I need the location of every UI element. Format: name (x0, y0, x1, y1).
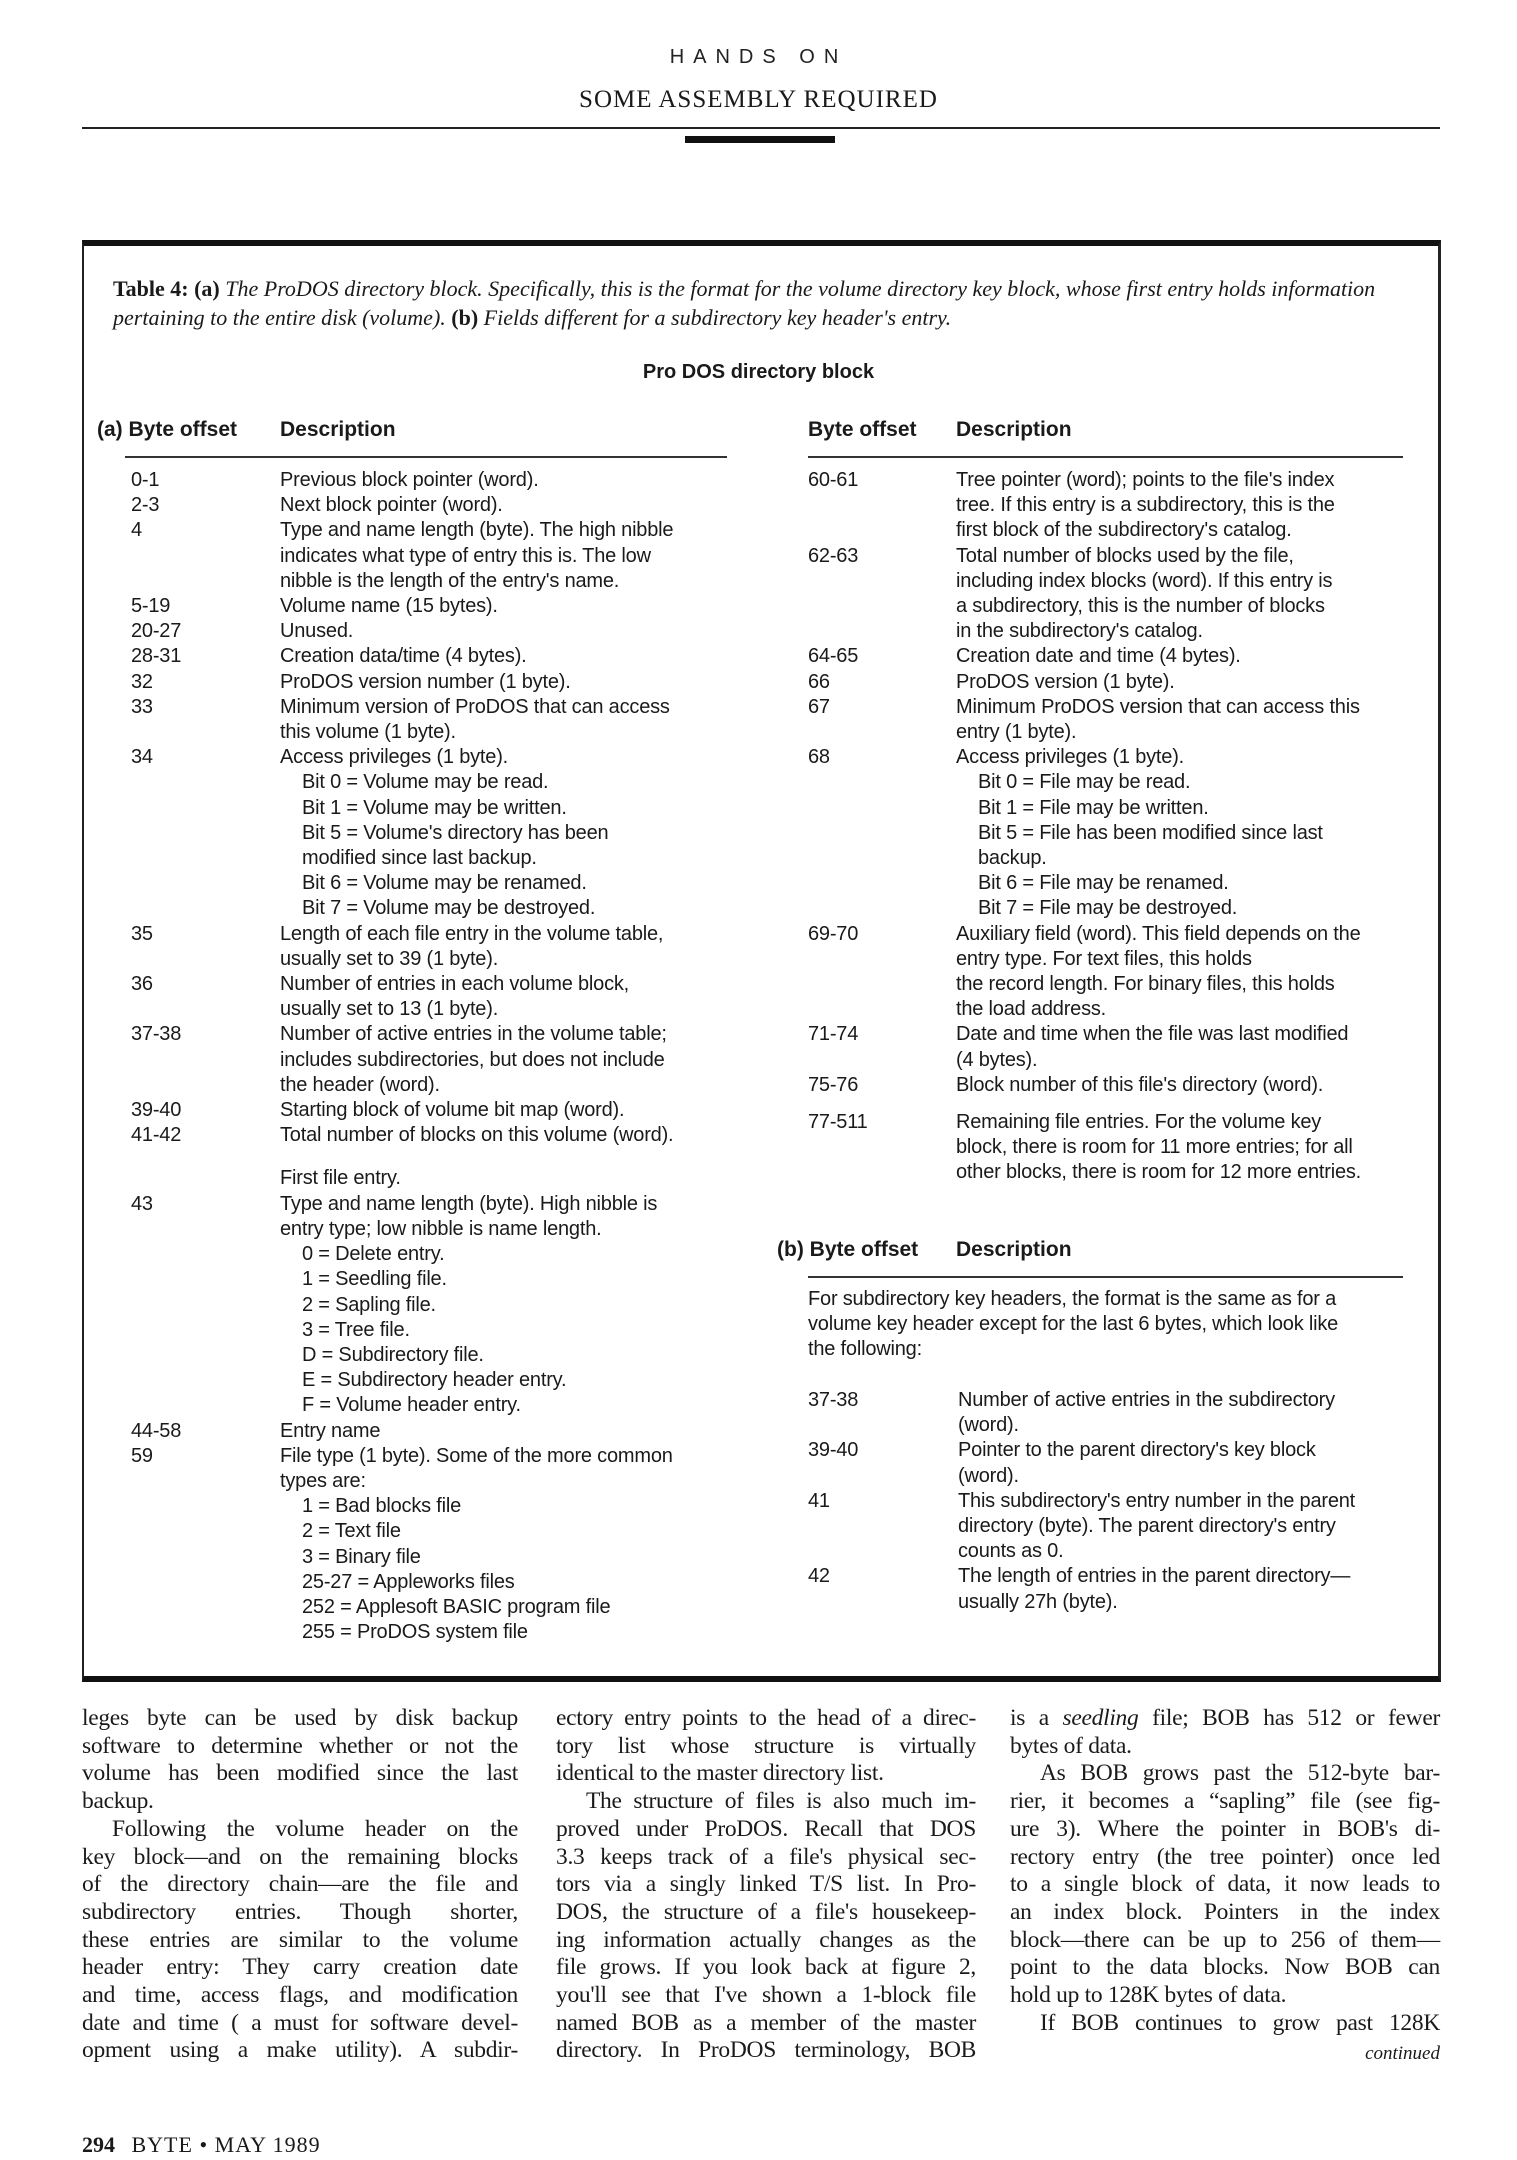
byte-offset: 2-3 (131, 494, 160, 517)
body-line: file grows. If you look back at figure 2, (556, 1954, 976, 1981)
caption-b-label: (b) (451, 305, 484, 330)
body-line: Following the volume header on the (112, 1815, 518, 1842)
description-line: Pointer to the parent directory's key block (958, 1439, 1316, 1462)
body-line: block—there can be up to 256 of them— (1010, 1926, 1440, 1953)
table-row (131, 518, 731, 594)
body-line: rier, it becomes a “sapling” file (see fig- (1010, 1788, 1440, 1815)
byte-offset: 44-58 (131, 1419, 182, 1442)
sub-item: Bit 0 = Volume may be read. (302, 771, 549, 794)
description-line: includes subdirectories, but does not include (280, 1048, 665, 1071)
sub-item: 1 = Seedling file. (302, 1268, 447, 1291)
table-row (131, 1444, 731, 1646)
description-line: entry (1 byte). (956, 721, 1077, 744)
description-line: Minimum version of ProDOS that can access (280, 695, 670, 718)
sub-item: 255 = ProDOS system file (302, 1621, 528, 1644)
body-line: subdirectory entries. Though shorter, (82, 1898, 518, 1925)
byte-offset: 68 (808, 746, 830, 769)
description-line: counts as 0. (958, 1540, 1064, 1563)
sub-item: Bit 7 = File may be destroyed. (978, 897, 1238, 920)
table-row (808, 468, 1428, 544)
table-row (808, 1073, 1428, 1098)
body-line: header entry: They carry creation date (82, 1954, 518, 1981)
sub-item: Bit 6 = Volume may be renamed. (302, 872, 587, 895)
body-line: proved under ProDOS. Recall that DOS (556, 1815, 976, 1842)
description-line: Block number of this file's directory (word). (956, 1073, 1324, 1096)
table-subtitle: Pro DOS directory block (642, 361, 875, 383)
byte-offset: 5-19 (131, 595, 171, 618)
page-footer (82, 2132, 321, 2158)
byte-offset: 32 (131, 670, 153, 693)
description-line: Number of entries in each volume block, (280, 973, 630, 996)
left-table-rows (131, 468, 731, 1645)
byte-offset: 36 (131, 973, 153, 996)
description-line: the record length. For binary files, this holds (956, 973, 1335, 996)
caption-a: The ProDOS directory block. Specifically, this is the format for the volume directory key block, whose first entry holds information pertaining to the entire disk (volume). (113, 276, 1376, 330)
right-offset-header: Byte offset (808, 418, 917, 441)
description-line: Starting block of volume bit map (word). (280, 1099, 625, 1122)
body-line: bytes of data. (1010, 1732, 1132, 1759)
right-header-rule (808, 456, 1403, 458)
sub-item: F = Volume header entry. (302, 1394, 521, 1417)
body-line: named BOB as a member of the master (556, 2009, 976, 2036)
description-line: Access privileges (1 byte). (280, 746, 509, 769)
description-line: Volume name (15 bytes). (280, 595, 498, 618)
table-row (808, 1438, 1428, 1488)
table-row (808, 695, 1428, 745)
description-line: This subdirectory's entry number in the parent (958, 1489, 1356, 1512)
description-line: Creation data/time (4 bytes). (280, 645, 527, 668)
byte-offset: 42 (808, 1565, 830, 1588)
body-line: identical to the master directory list. (556, 1760, 884, 1787)
body-line: volume has been modified since the last (82, 1760, 518, 1787)
body-line: date and time ( a must for software devel- (82, 2009, 518, 2036)
table-row (131, 493, 731, 518)
body-line: hold up to 128K bytes of data. (1010, 1982, 1287, 2009)
body-line: As BOB grows past the 512-byte bar- (1040, 1760, 1440, 1787)
description-line: Total number of blocks on this volume (word). (280, 1124, 674, 1147)
sub-item: Bit 7 = Volume may be destroyed. (302, 897, 596, 920)
body-line: opment using a make utility). A subdir- (82, 2037, 518, 2064)
table-row (131, 972, 731, 1022)
byte-offset: 75-76 (808, 1073, 859, 1096)
intro-line: the following: (808, 1338, 922, 1361)
table-row (131, 619, 731, 644)
body-line: If BOB continues to grow past 128K (1040, 2009, 1440, 2036)
body-line: software to determine whether or not the (82, 1732, 518, 1759)
table-row (131, 1166, 731, 1191)
header-rule (82, 127, 1440, 129)
description-line: Creation date and time (4 bytes). (956, 645, 1241, 668)
description-line: entry type; low nibble is name length. (280, 1217, 602, 1240)
body-line: of the directory chain—are the file and (82, 1871, 518, 1898)
b-desc-header: Description (956, 1238, 1072, 1261)
table-row (808, 1022, 1428, 1072)
body-line: these entries are similar to the volume (82, 1926, 518, 1953)
body-line: rectory entry (the tree pointer) once led (1010, 1843, 1440, 1870)
table-row (808, 922, 1428, 1023)
body-line: point to the data blocks. Now BOB can (1010, 1954, 1440, 1981)
sub-item: Bit 6 = File may be renamed. (978, 872, 1229, 895)
table-row (808, 745, 1428, 921)
sub-item: modified since last backup. (302, 847, 537, 870)
table-row (131, 922, 731, 972)
description-line: directory (byte). The parent directory's entry (958, 1515, 1336, 1538)
body-line: key block—and on the remaining blocks (82, 1843, 518, 1870)
left-header-rule (125, 456, 727, 458)
byte-offset: 34 (131, 746, 153, 769)
left-desc-header: Description (280, 418, 396, 441)
body-line: you'll see that I've shown a 1-block file (556, 1982, 976, 2009)
b-table-rows (808, 1388, 1428, 1615)
byte-offset: 60-61 (808, 469, 859, 491)
byte-offset: 37-38 (131, 1023, 182, 1046)
description-line: Access privileges (1 byte). (956, 746, 1185, 769)
table-row (808, 1564, 1428, 1614)
table-row (808, 544, 1428, 645)
body-line: is a seedling file; BOB has 512 or fewer (1010, 1705, 1440, 1731)
byte-offset: 77-511 (808, 1111, 868, 1134)
byte-offset: 62-63 (808, 544, 859, 567)
sub-item: E = Subdirectory header entry. (302, 1369, 567, 1392)
byte-offset: 28-31 (131, 645, 182, 668)
description-line: Unused. (280, 620, 354, 643)
description-line: usually set to 39 (1 byte). (280, 947, 499, 970)
table-row (131, 644, 731, 669)
byte-offset: 39-40 (131, 1099, 182, 1122)
sub-item: Bit 5 = Volume's directory has been (302, 821, 609, 844)
intro-line: For subdirectory key headers, the format is the same as for a (808, 1288, 1337, 1310)
description-line: Total number of blocks used by the file, (956, 544, 1294, 567)
continued-label: continued (1365, 2043, 1440, 2064)
byte-offset: 39-40 (808, 1439, 859, 1462)
body-line: directory. In ProDOS terminology, BOB (556, 2037, 976, 2064)
body-line: ure 3). Where the pointer in BOB's di- (1010, 1815, 1440, 1842)
description-line: indicates what type of entry this is. The low (280, 544, 651, 567)
byte-offset: 64-65 (808, 645, 859, 668)
description-line: Tree pointer (word); points to the file's index (956, 469, 1335, 491)
table-row (131, 1419, 731, 1444)
body-line: leges byte can be used by disk backup (82, 1705, 518, 1731)
table-row (131, 1022, 731, 1098)
sub-item: 252 = Applesoft BASIC program file (302, 1595, 611, 1618)
table-row (131, 594, 731, 619)
body-column-1 (82, 1705, 518, 2065)
byte-offset: 41-42 (131, 1124, 182, 1147)
description-line: Entry name (280, 1419, 381, 1442)
description-line: block, there is room for 11 more entries; for all (956, 1136, 1353, 1159)
description-line: first block of the subdirectory's catalog. (956, 519, 1292, 542)
description-line: the header (word). (280, 1073, 440, 1096)
description-line: a subdirectory, this is the number of blocks (956, 595, 1325, 618)
body-line: backup. (82, 1788, 154, 1815)
body-column-2 (556, 1705, 976, 2065)
description-line: entry type. For text files, this holds (956, 947, 1252, 970)
table-row (131, 745, 731, 921)
byte-offset: 0-1 (131, 469, 160, 491)
body-line: ectory entry points to the head of a direc- (556, 1705, 976, 1731)
byte-offset: 66 (808, 670, 830, 693)
byte-offset: 69-70 (808, 922, 859, 945)
description-line: tree. If this entry is a subdirectory, this is the (956, 494, 1335, 517)
description-line: (word). (958, 1464, 1019, 1487)
table-row (131, 670, 731, 695)
table-row (131, 695, 731, 745)
header-accent-bar (685, 136, 835, 143)
body-line: tors via a singly linked T/S list. In Pro- (556, 1871, 976, 1898)
byte-offset: 59 (131, 1444, 153, 1467)
byte-offset: 67 (808, 695, 830, 718)
description-line: Length of each file entry in the volume table, (280, 922, 664, 945)
table-row (808, 1388, 1428, 1438)
description-line: Minimum ProDOS version that can access this (956, 695, 1360, 718)
description-line: types are: (280, 1469, 366, 1492)
description-line: Remaining file entries. For the volume key (956, 1111, 1322, 1134)
sub-item: D = Subdirectory file. (302, 1343, 484, 1366)
table-row (131, 1098, 731, 1123)
description-line: Previous block pointer (word). (280, 469, 539, 491)
caption-label: Table 4: (a) (113, 276, 226, 301)
description-line: usually set to 13 (1 byte). (280, 998, 499, 1021)
b-intro (808, 1287, 1428, 1363)
sub-item: 3 = Tree file. (302, 1318, 410, 1341)
body-column-3 (1010, 1705, 1440, 2037)
table-row (808, 670, 1428, 695)
table-row (131, 1192, 731, 1419)
sub-item: Bit 0 = File may be read. (978, 771, 1191, 794)
sub-item: 25-27 = Appleworks files (302, 1570, 515, 1593)
description-line: usually 27h (byte). (958, 1590, 1118, 1613)
body-line: and time, access flags, and modification (82, 1982, 518, 2009)
sub-item: 0 = Delete entry. (302, 1243, 445, 1266)
body-line: an index block. Pointers in the index (1010, 1898, 1440, 1925)
right-table-rows (808, 468, 1428, 1186)
description-line: this volume (1 byte). (280, 721, 456, 744)
description-line: ProDOS version (1 byte). (956, 670, 1175, 693)
body-line: 3.3 keeps track of a file's physical sec- (556, 1843, 976, 1870)
sub-item: 1 = Bad blocks file (302, 1495, 462, 1518)
description-line: ProDOS version number (1 byte). (280, 670, 571, 693)
table-row (131, 468, 731, 493)
b-header-rule (808, 1276, 1403, 1278)
body-line: The structure of files is also much im- (586, 1788, 976, 1815)
sub-item: Bit 5 = File has been modified since last (978, 821, 1323, 844)
sub-item: backup. (978, 847, 1047, 870)
page-number: 294 (82, 2132, 115, 2157)
body-line: ing information actually changes as the (556, 1926, 976, 1953)
description-line: Type and name length (byte). The high nibble (280, 519, 674, 542)
section-kicker: HANDS ON (669, 46, 848, 68)
table-row (808, 1110, 1428, 1186)
description-line: other blocks, there is room for 12 more entries. (956, 1161, 1362, 1184)
left-offset-header: (a) Byte offset (97, 418, 238, 441)
description-line: Number of active entries in the volume table; (280, 1023, 667, 1046)
byte-offset: 37-38 (808, 1389, 859, 1411)
sub-item: Bit 1 = Volume may be written. (302, 796, 567, 819)
byte-offset: 35 (131, 922, 153, 945)
description-line: File type (1 byte). Some of the more common (280, 1444, 673, 1467)
sub-item: 2 = Sapling file. (302, 1293, 436, 1316)
body-line: to a single block of data, it now leads to (1010, 1871, 1440, 1898)
sub-item: 2 = Text file (302, 1520, 401, 1543)
byte-offset: 71-74 (808, 1023, 859, 1046)
body-line: tory list whose structure is virtually (556, 1732, 976, 1759)
table-row (131, 1123, 731, 1148)
description-line: Type and name length (byte). High nibble is (280, 1192, 658, 1215)
table-caption (113, 274, 1413, 332)
caption-b: Fields different for a subdirectory key header's entry. (483, 305, 952, 330)
byte-offset: 4 (131, 519, 142, 542)
description-line: Next block pointer (word). (280, 494, 503, 517)
description-line: (4 bytes). (956, 1048, 1038, 1071)
description-line: First file entry. (280, 1167, 401, 1190)
byte-offset: 41 (808, 1489, 830, 1512)
sub-item: Bit 1 = File may be written. (978, 796, 1209, 819)
description-line: nibble is the length of the entry's name. (280, 569, 620, 592)
description-line: Date and time when the file was last modified (956, 1023, 1349, 1046)
description-line: The length of entries in the parent directory— (958, 1565, 1351, 1588)
description-line: Number of active entries in the subdirectory (958, 1389, 1335, 1411)
magazine-issue: BYTE • MAY 1989 (131, 2132, 321, 2157)
right-desc-header: Description (956, 418, 1072, 441)
byte-offset: 33 (131, 695, 153, 718)
b-offset-header: (b) Byte offset (777, 1238, 919, 1261)
sub-item: 3 = Binary file (302, 1545, 421, 1568)
table-row (808, 1489, 1428, 1565)
byte-offset: 20-27 (131, 620, 182, 643)
description-line: in the subdirectory's catalog. (956, 620, 1203, 643)
description-line: the load address. (956, 998, 1107, 1021)
description-line: Auxiliary field (word). This field depends on the (956, 922, 1361, 945)
table-row (808, 644, 1428, 669)
description-line: including index blocks (word). If this entry is (956, 569, 1333, 592)
body-line: DOS, the structure of a file's housekeep- (556, 1898, 976, 1925)
byte-offset: 43 (131, 1192, 153, 1215)
article-title: SOME ASSEMBLY REQUIRED (579, 86, 938, 113)
description-line: (word). (958, 1414, 1019, 1437)
intro-line: volume key header except for the last 6 bytes, which look like (808, 1313, 1339, 1336)
